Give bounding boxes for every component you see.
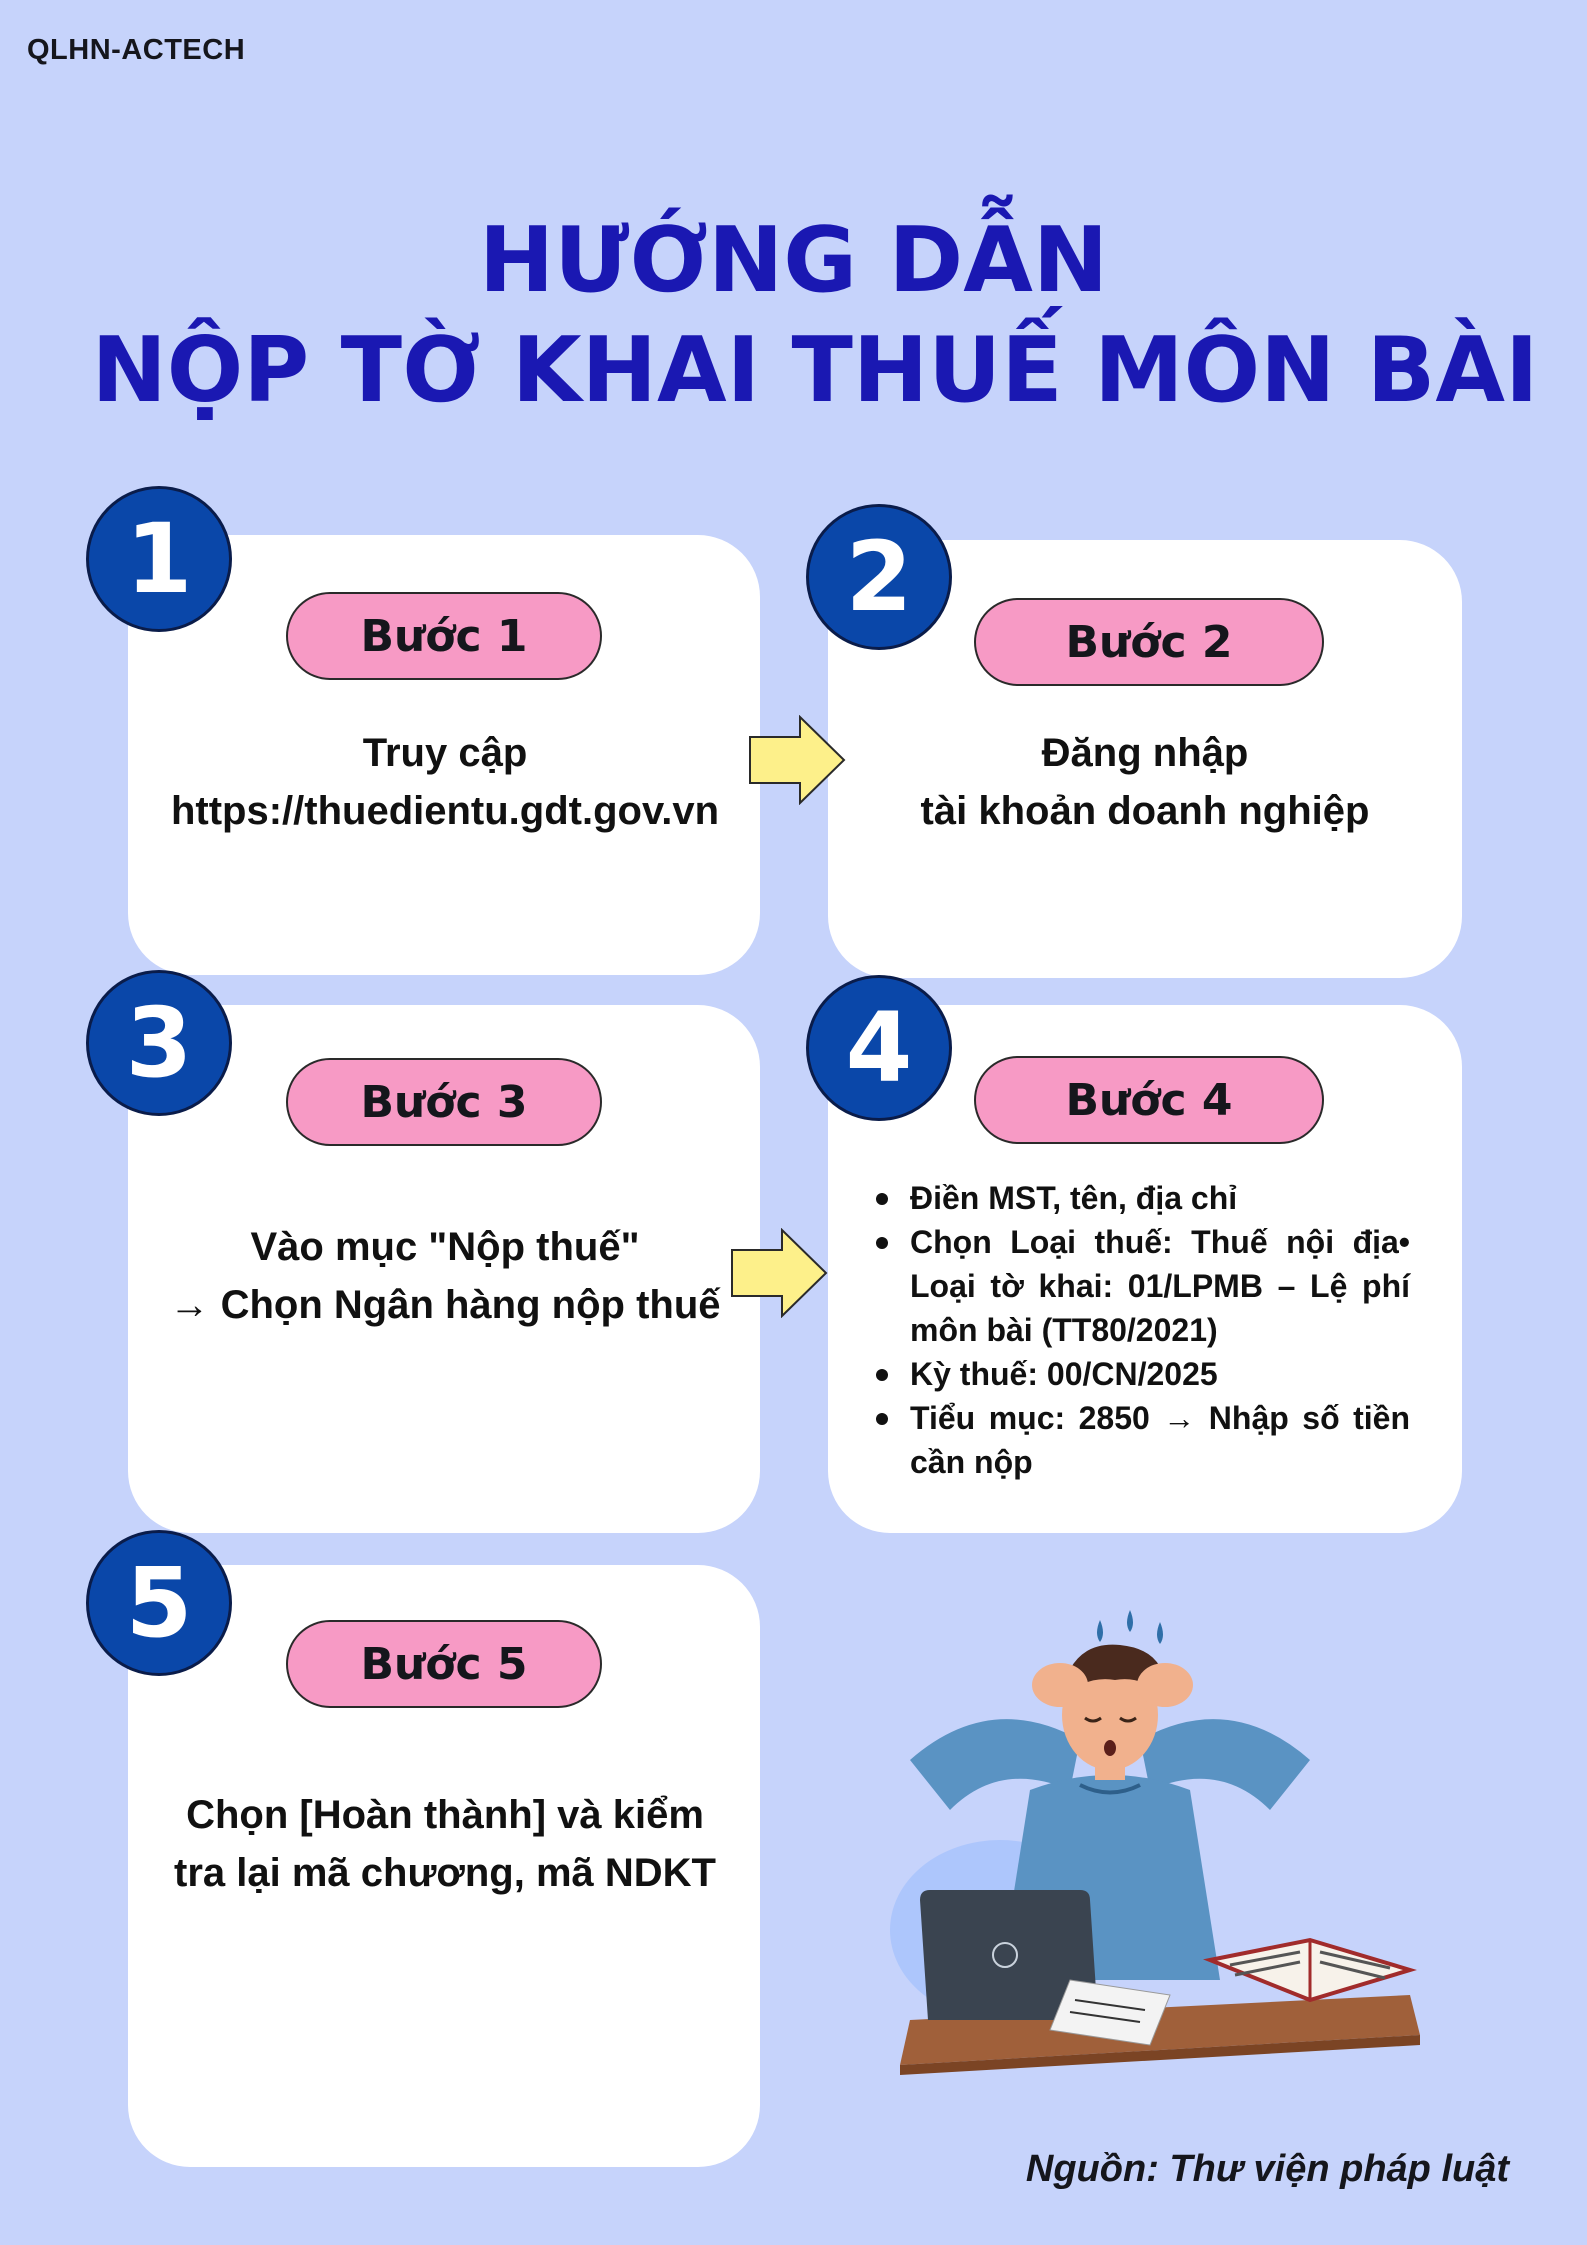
source-credit: Nguồn: Thư viện pháp luật bbox=[1025, 2148, 1509, 2190]
page-title-line-1: HƯỚNG DẪN bbox=[478, 208, 1109, 313]
step-2-line-2: tài khoản doanh nghiệp bbox=[920, 789, 1370, 833]
page-title-line-2: NỘP TỜ KHAI THUẾ MÔN BÀI bbox=[91, 318, 1539, 423]
brand-label: QLHN-ACTECH bbox=[27, 34, 246, 66]
step-1-line-1: Truy cập bbox=[362, 731, 528, 775]
step-4-bullet: Điền MST, tên, địa chỉ bbox=[870, 1176, 1410, 1220]
step-5-description bbox=[150, 1786, 740, 1902]
step-4-bullet: Kỳ thuế: 00/CN/2025 bbox=[870, 1352, 1410, 1396]
step-5-number-badge: 5 bbox=[86, 1530, 232, 1676]
step-4-number-badge: 4 bbox=[806, 975, 952, 1121]
step-4-bullet-list bbox=[870, 1176, 1410, 1484]
right-arrow-icon bbox=[748, 715, 848, 805]
step-1-link[interactable]: https://thuedientu.gdt.gov.vn bbox=[170, 789, 720, 833]
step-3-line-2: → Chọn Ngân hàng nộp thuế bbox=[169, 1283, 721, 1327]
step-5-label: Bước 5 bbox=[286, 1620, 602, 1708]
step-2-description bbox=[850, 724, 1440, 840]
step-2-number-badge: 2 bbox=[806, 504, 952, 650]
step-3-description bbox=[150, 1218, 740, 1334]
step-3-line-1: Vào mục "Nộp thuế" bbox=[250, 1225, 640, 1269]
step-4-label: Bước 4 bbox=[974, 1056, 1324, 1144]
step-1-description bbox=[150, 724, 740, 840]
right-arrow-icon bbox=[730, 1228, 830, 1318]
step-5-line-2: tra lại mã chương, mã NDKT bbox=[174, 1851, 716, 1895]
step-4-bullet: Tiểu mục: 2850 → Nhập số tiền cần nộp bbox=[870, 1396, 1410, 1484]
step-2-label: Bước 2 bbox=[974, 598, 1324, 686]
stressed-man-laptop-illustration bbox=[880, 1600, 1440, 2100]
step-5-line-1: Chọn [Hoàn thành] và kiểm bbox=[186, 1793, 704, 1837]
step-3-label: Bước 3 bbox=[286, 1058, 602, 1146]
step-4-bullet: Chọn Loại thuế: Thuế nội địa• Loại tờ khai: 01/LPMB – Lệ phí môn bài (TT80/2021) bbox=[870, 1220, 1410, 1352]
step-1-number-badge: 1 bbox=[86, 486, 232, 632]
step-2-line-1: Đăng nhập bbox=[1041, 731, 1249, 775]
step-3-number-badge: 3 bbox=[86, 970, 232, 1116]
step-1-label: Bước 1 bbox=[286, 592, 602, 680]
